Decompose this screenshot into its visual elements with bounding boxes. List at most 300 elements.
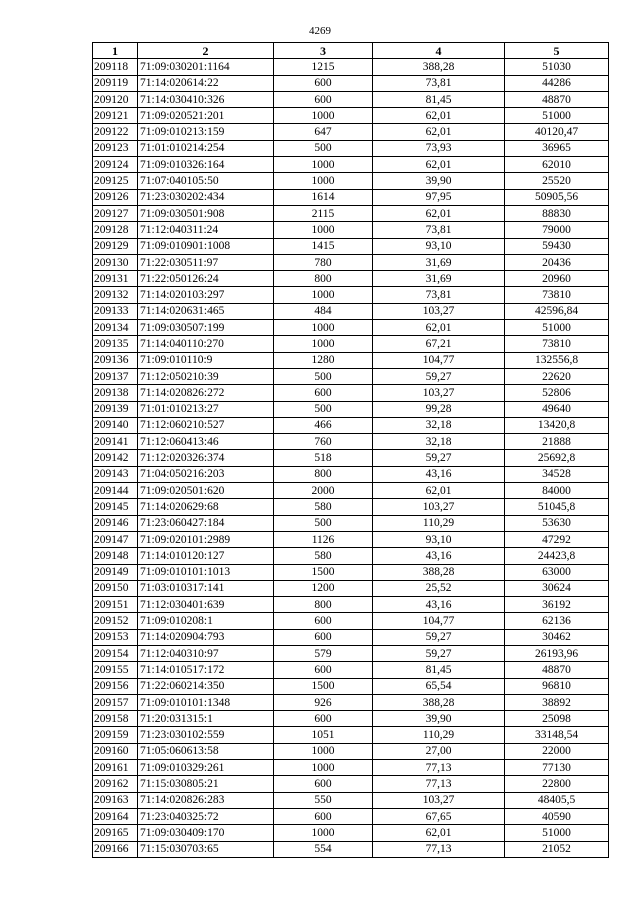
area-cell: 1000 xyxy=(274,222,373,238)
area-cell: 800 xyxy=(274,597,373,613)
table-row xyxy=(93,450,609,466)
value-cell: 51000 xyxy=(505,108,609,124)
value-cell: 40120,47 xyxy=(505,124,609,140)
row-number-cell: 209165 xyxy=(93,825,138,841)
area-cell: 1000 xyxy=(274,320,373,336)
area-cell: 647 xyxy=(274,124,373,140)
cadastral-number-cell: 71:12:030401:639 xyxy=(138,597,274,613)
area-cell: 600 xyxy=(274,776,373,792)
area-cell: 600 xyxy=(274,613,373,629)
rate-cell: 43,16 xyxy=(373,466,505,482)
cadastral-number-cell: 71:09:030201:1164 xyxy=(138,59,274,75)
table-row xyxy=(93,727,609,743)
row-number-cell: 209119 xyxy=(93,75,138,91)
cadastral-number-cell: 71:03:010317:141 xyxy=(138,580,274,596)
area-cell: 1000 xyxy=(274,825,373,841)
value-cell: 73810 xyxy=(505,336,609,352)
table-row xyxy=(93,548,609,564)
value-cell: 25520 xyxy=(505,173,609,189)
rate-cell: 103,27 xyxy=(373,792,505,808)
rate-cell: 62,01 xyxy=(373,108,505,124)
value-cell: 50905,56 xyxy=(505,189,609,205)
rate-cell: 59,27 xyxy=(373,450,505,466)
cadastral-number-cell: 71:15:030805:21 xyxy=(138,776,274,792)
table-row xyxy=(93,466,609,482)
rate-cell: 73,81 xyxy=(373,222,505,238)
area-cell: 600 xyxy=(274,629,373,645)
table-row xyxy=(93,417,609,433)
value-cell: 22620 xyxy=(505,368,609,384)
rate-cell: 67,21 xyxy=(373,336,505,352)
cadastral-number-cell: 71:14:010120:127 xyxy=(138,548,274,564)
area-cell: 1614 xyxy=(274,189,373,205)
row-number-cell: 209126 xyxy=(93,189,138,205)
row-number-cell: 209155 xyxy=(93,662,138,678)
column-header-2: 2 xyxy=(138,43,274,59)
table-row xyxy=(93,841,609,857)
table-body xyxy=(93,59,609,858)
table-row xyxy=(93,613,609,629)
row-number-cell: 209143 xyxy=(93,466,138,482)
value-cell: 63000 xyxy=(505,564,609,580)
rate-cell: 32,18 xyxy=(373,417,505,433)
area-cell: 1000 xyxy=(274,743,373,759)
value-cell: 38892 xyxy=(505,694,609,710)
cadastral-number-cell: 71:09:030507:199 xyxy=(138,320,274,336)
rate-cell: 81,45 xyxy=(373,662,505,678)
rate-cell: 388,28 xyxy=(373,564,505,580)
area-cell: 780 xyxy=(274,254,373,270)
value-cell: 48870 xyxy=(505,662,609,678)
rate-cell: 73,81 xyxy=(373,287,505,303)
area-cell: 1500 xyxy=(274,678,373,694)
rate-cell: 62,01 xyxy=(373,205,505,221)
value-cell: 59430 xyxy=(505,238,609,254)
row-number-cell: 209160 xyxy=(93,743,138,759)
rate-cell: 103,27 xyxy=(373,499,505,515)
rate-cell: 43,16 xyxy=(373,597,505,613)
table-row xyxy=(93,564,609,580)
row-number-cell: 209166 xyxy=(93,841,138,857)
value-cell: 26193,96 xyxy=(505,645,609,661)
rate-cell: 39,90 xyxy=(373,711,505,727)
table-row xyxy=(93,401,609,417)
value-cell: 36965 xyxy=(505,140,609,156)
rate-cell: 67,65 xyxy=(373,808,505,824)
cadastral-number-cell: 71:14:020103:297 xyxy=(138,287,274,303)
value-cell: 132556,8 xyxy=(505,352,609,368)
rate-cell: 388,28 xyxy=(373,59,505,75)
cadastral-number-cell: 71:23:030102:559 xyxy=(138,727,274,743)
row-number-cell: 209153 xyxy=(93,629,138,645)
value-cell: 36192 xyxy=(505,597,609,613)
cadastral-number-cell: 71:14:020629:68 xyxy=(138,499,274,515)
value-cell: 62136 xyxy=(505,613,609,629)
rate-cell: 62,01 xyxy=(373,825,505,841)
table-row xyxy=(93,336,609,352)
area-cell: 500 xyxy=(274,368,373,384)
table-row xyxy=(93,515,609,531)
area-cell: 500 xyxy=(274,401,373,417)
row-number-cell: 209145 xyxy=(93,499,138,515)
area-cell: 550 xyxy=(274,792,373,808)
row-number-cell: 209122 xyxy=(93,124,138,140)
row-number-cell: 209164 xyxy=(93,808,138,824)
table-row xyxy=(93,825,609,841)
value-cell: 21888 xyxy=(505,434,609,450)
value-cell: 44286 xyxy=(505,75,609,91)
area-cell: 2115 xyxy=(274,205,373,221)
table-row xyxy=(93,368,609,384)
row-number-cell: 209147 xyxy=(93,531,138,547)
row-number-cell: 209124 xyxy=(93,157,138,173)
area-cell: 600 xyxy=(274,75,373,91)
table-row xyxy=(93,91,609,107)
value-cell: 40590 xyxy=(505,808,609,824)
cadastral-number-cell: 71:09:010101:1348 xyxy=(138,694,274,710)
value-cell: 88830 xyxy=(505,205,609,221)
cadastral-number-cell: 71:22:050126:24 xyxy=(138,271,274,287)
row-number-cell: 209162 xyxy=(93,776,138,792)
value-cell: 13420,8 xyxy=(505,417,609,433)
cadastral-number-cell: 71:09:020501:620 xyxy=(138,483,274,499)
row-number-cell: 209149 xyxy=(93,564,138,580)
row-number-cell: 209132 xyxy=(93,287,138,303)
value-cell: 73810 xyxy=(505,287,609,303)
column-header-1: 1 xyxy=(93,43,138,59)
area-cell: 1000 xyxy=(274,157,373,173)
value-cell: 22800 xyxy=(505,776,609,792)
rate-cell: 62,01 xyxy=(373,124,505,140)
cadastral-number-cell: 71:09:010213:159 xyxy=(138,124,274,140)
row-number-cell: 209158 xyxy=(93,711,138,727)
page-number: 4269 xyxy=(309,25,331,37)
table-row xyxy=(93,385,609,401)
cadastral-number-cell: 71:12:060413:46 xyxy=(138,434,274,450)
row-number-cell: 209161 xyxy=(93,760,138,776)
cadastral-number-cell: 71:23:060427:184 xyxy=(138,515,274,531)
area-cell: 1051 xyxy=(274,727,373,743)
table-row xyxy=(93,694,609,710)
value-cell: 51000 xyxy=(505,825,609,841)
cadastral-number-cell: 71:09:010101:1013 xyxy=(138,564,274,580)
cadastral-number-cell: 71:14:040110:270 xyxy=(138,336,274,352)
area-cell: 1126 xyxy=(274,531,373,547)
value-cell: 22000 xyxy=(505,743,609,759)
row-number-cell: 209130 xyxy=(93,254,138,270)
table-row xyxy=(93,662,609,678)
column-header-5: 5 xyxy=(505,43,609,59)
area-cell: 518 xyxy=(274,450,373,466)
cadastral-number-cell: 71:07:040105:50 xyxy=(138,173,274,189)
row-number-cell: 209133 xyxy=(93,303,138,319)
area-cell: 580 xyxy=(274,548,373,564)
cadastral-number-cell: 71:09:020521:201 xyxy=(138,108,274,124)
rate-cell: 62,01 xyxy=(373,157,505,173)
row-number-cell: 209163 xyxy=(93,792,138,808)
cadastral-number-cell: 71:12:050210:39 xyxy=(138,368,274,384)
row-number-cell: 209125 xyxy=(93,173,138,189)
cadastral-number-cell: 71:14:020631:465 xyxy=(138,303,274,319)
row-number-cell: 209136 xyxy=(93,352,138,368)
row-number-cell: 209154 xyxy=(93,645,138,661)
cadastral-number-cell: 71:12:020326:374 xyxy=(138,450,274,466)
table-row xyxy=(93,352,609,368)
value-cell: 52806 xyxy=(505,385,609,401)
area-cell: 1000 xyxy=(274,336,373,352)
table-row xyxy=(93,254,609,270)
row-number-cell: 209135 xyxy=(93,336,138,352)
row-number-cell: 209144 xyxy=(93,483,138,499)
area-cell: 760 xyxy=(274,434,373,450)
table-row xyxy=(93,59,609,75)
value-cell: 34528 xyxy=(505,466,609,482)
rate-cell: 25,52 xyxy=(373,580,505,596)
header-row xyxy=(93,43,609,59)
value-cell: 24423,8 xyxy=(505,548,609,564)
cadastral-number-cell: 71:14:020826:272 xyxy=(138,385,274,401)
cadastral-number-cell: 71:04:050216:203 xyxy=(138,466,274,482)
row-number-cell: 209118 xyxy=(93,59,138,75)
rate-cell: 93,10 xyxy=(373,531,505,547)
table-row xyxy=(93,222,609,238)
value-cell: 20960 xyxy=(505,271,609,287)
row-number-cell: 209151 xyxy=(93,597,138,613)
value-cell: 79000 xyxy=(505,222,609,238)
value-cell: 51030 xyxy=(505,59,609,75)
row-number-cell: 209152 xyxy=(93,613,138,629)
rate-cell: 388,28 xyxy=(373,694,505,710)
area-cell: 800 xyxy=(274,466,373,482)
value-cell: 51000 xyxy=(505,320,609,336)
rate-cell: 81,45 xyxy=(373,91,505,107)
cadastral-number-cell: 71:23:030202:434 xyxy=(138,189,274,205)
cadastral-number-cell: 71:14:030410:326 xyxy=(138,91,274,107)
cadastral-number-cell: 71:12:040311:24 xyxy=(138,222,274,238)
table-row xyxy=(93,320,609,336)
data-table xyxy=(92,42,609,858)
area-cell: 500 xyxy=(274,140,373,156)
row-number-cell: 209148 xyxy=(93,548,138,564)
cadastral-number-cell: 71:22:030511:97 xyxy=(138,254,274,270)
row-number-cell: 209131 xyxy=(93,271,138,287)
row-number-cell: 209128 xyxy=(93,222,138,238)
table-row xyxy=(93,678,609,694)
rate-cell: 110,29 xyxy=(373,727,505,743)
value-cell: 77130 xyxy=(505,760,609,776)
table-row xyxy=(93,580,609,596)
cadastral-number-cell: 71:14:010517:172 xyxy=(138,662,274,678)
rate-cell: 104,77 xyxy=(373,613,505,629)
table-row xyxy=(93,189,609,205)
value-cell: 48405,5 xyxy=(505,792,609,808)
area-cell: 1000 xyxy=(274,760,373,776)
value-cell: 30462 xyxy=(505,629,609,645)
rate-cell: 99,28 xyxy=(373,401,505,417)
area-cell: 600 xyxy=(274,808,373,824)
value-cell: 96810 xyxy=(505,678,609,694)
table-row xyxy=(93,711,609,727)
row-number-cell: 209129 xyxy=(93,238,138,254)
row-number-cell: 209150 xyxy=(93,580,138,596)
area-cell: 600 xyxy=(274,662,373,678)
value-cell: 25098 xyxy=(505,711,609,727)
cadastral-number-cell: 71:15:030703:65 xyxy=(138,841,274,857)
row-number-cell: 209138 xyxy=(93,385,138,401)
table-row xyxy=(93,531,609,547)
table-row xyxy=(93,792,609,808)
row-number-cell: 209140 xyxy=(93,417,138,433)
rate-cell: 73,93 xyxy=(373,140,505,156)
table-row xyxy=(93,760,609,776)
row-number-cell: 209139 xyxy=(93,401,138,417)
area-cell: 600 xyxy=(274,711,373,727)
table-row xyxy=(93,776,609,792)
area-cell: 1280 xyxy=(274,352,373,368)
rate-cell: 59,27 xyxy=(373,368,505,384)
table-row xyxy=(93,124,609,140)
row-number-cell: 209137 xyxy=(93,368,138,384)
value-cell: 21052 xyxy=(505,841,609,857)
rate-cell: 31,69 xyxy=(373,271,505,287)
cadastral-number-cell: 71:23:040325:72 xyxy=(138,808,274,824)
table-row xyxy=(93,597,609,613)
rate-cell: 77,13 xyxy=(373,760,505,776)
area-cell: 1415 xyxy=(274,238,373,254)
table-row xyxy=(93,303,609,319)
table-row xyxy=(93,238,609,254)
value-cell: 48870 xyxy=(505,91,609,107)
cadastral-number-cell: 71:14:020904:793 xyxy=(138,629,274,645)
area-cell: 1200 xyxy=(274,580,373,596)
cadastral-number-cell: 71:09:030501:908 xyxy=(138,205,274,221)
area-cell: 579 xyxy=(274,645,373,661)
rate-cell: 59,27 xyxy=(373,629,505,645)
table-row xyxy=(93,743,609,759)
column-header-3: 3 xyxy=(274,43,373,59)
cadastral-number-cell: 71:09:010326:164 xyxy=(138,157,274,173)
area-cell: 580 xyxy=(274,499,373,515)
row-number-cell: 209141 xyxy=(93,434,138,450)
rate-cell: 62,01 xyxy=(373,320,505,336)
cadastral-number-cell: 71:09:010329:261 xyxy=(138,760,274,776)
table-row xyxy=(93,499,609,515)
area-cell: 2000 xyxy=(274,483,373,499)
row-number-cell: 209127 xyxy=(93,205,138,221)
row-number-cell: 209156 xyxy=(93,678,138,694)
rate-cell: 43,16 xyxy=(373,548,505,564)
value-cell: 62010 xyxy=(505,157,609,173)
cadastral-number-cell: 71:12:040310:97 xyxy=(138,645,274,661)
rate-cell: 93,10 xyxy=(373,238,505,254)
table-row xyxy=(93,157,609,173)
cadastral-number-cell: 71:09:010901:1008 xyxy=(138,238,274,254)
rate-cell: 62,01 xyxy=(373,483,505,499)
value-cell: 49640 xyxy=(505,401,609,417)
value-cell: 30624 xyxy=(505,580,609,596)
row-number-cell: 209157 xyxy=(93,694,138,710)
table-row xyxy=(93,140,609,156)
rate-cell: 97,95 xyxy=(373,189,505,205)
area-cell: 500 xyxy=(274,515,373,531)
cadastral-number-cell: 71:01:010213:27 xyxy=(138,401,274,417)
row-number-cell: 209159 xyxy=(93,727,138,743)
table-row xyxy=(93,629,609,645)
table-row xyxy=(93,434,609,450)
row-number-cell: 209134 xyxy=(93,320,138,336)
table-row xyxy=(93,108,609,124)
area-cell: 1000 xyxy=(274,287,373,303)
rate-cell: 39,90 xyxy=(373,173,505,189)
table-row xyxy=(93,205,609,221)
column-header-4: 4 xyxy=(373,43,505,59)
value-cell: 53630 xyxy=(505,515,609,531)
cadastral-number-cell: 71:05:060613:58 xyxy=(138,743,274,759)
rate-cell: 59,27 xyxy=(373,645,505,661)
area-cell: 926 xyxy=(274,694,373,710)
row-number-cell: 209146 xyxy=(93,515,138,531)
cadastral-number-cell: 71:20:031315:1 xyxy=(138,711,274,727)
row-number-cell: 209123 xyxy=(93,140,138,156)
value-cell: 42596,84 xyxy=(505,303,609,319)
table-row xyxy=(93,173,609,189)
value-cell: 84000 xyxy=(505,483,609,499)
rate-cell: 65,54 xyxy=(373,678,505,694)
value-cell: 25692,8 xyxy=(505,450,609,466)
row-number-cell: 209121 xyxy=(93,108,138,124)
area-cell: 554 xyxy=(274,841,373,857)
table-row xyxy=(93,483,609,499)
rate-cell: 73,81 xyxy=(373,75,505,91)
value-cell: 20436 xyxy=(505,254,609,270)
rate-cell: 31,69 xyxy=(373,254,505,270)
value-cell: 33148,54 xyxy=(505,727,609,743)
cadastral-number-cell: 71:09:030409:170 xyxy=(138,825,274,841)
table-row xyxy=(93,287,609,303)
area-cell: 1000 xyxy=(274,173,373,189)
cadastral-number-cell: 71:01:010214:254 xyxy=(138,140,274,156)
cadastral-number-cell: 71:09:010208:1 xyxy=(138,613,274,629)
value-cell: 51045,8 xyxy=(505,499,609,515)
rate-cell: 32,18 xyxy=(373,434,505,450)
row-number-cell: 209120 xyxy=(93,91,138,107)
table-row xyxy=(93,808,609,824)
cadastral-number-cell: 71:12:060210:527 xyxy=(138,417,274,433)
rate-cell: 103,27 xyxy=(373,303,505,319)
rate-cell: 103,27 xyxy=(373,385,505,401)
area-cell: 600 xyxy=(274,91,373,107)
cadastral-number-cell: 71:14:020826:283 xyxy=(138,792,274,808)
area-cell: 484 xyxy=(274,303,373,319)
rate-cell: 77,13 xyxy=(373,841,505,857)
cadastral-number-cell: 71:14:020614:22 xyxy=(138,75,274,91)
area-cell: 600 xyxy=(274,385,373,401)
area-cell: 800 xyxy=(274,271,373,287)
cadastral-number-cell: 71:09:010110:9 xyxy=(138,352,274,368)
value-cell: 47292 xyxy=(505,531,609,547)
table-row xyxy=(93,271,609,287)
area-cell: 1500 xyxy=(274,564,373,580)
table-row xyxy=(93,75,609,91)
cadastral-number-cell: 71:22:060214:350 xyxy=(138,678,274,694)
table-row xyxy=(93,645,609,661)
cadastral-number-cell: 71:09:020101:2989 xyxy=(138,531,274,547)
rate-cell: 110,29 xyxy=(373,515,505,531)
rate-cell: 27,00 xyxy=(373,743,505,759)
rate-cell: 104,77 xyxy=(373,352,505,368)
area-cell: 466 xyxy=(274,417,373,433)
area-cell: 1215 xyxy=(274,59,373,75)
